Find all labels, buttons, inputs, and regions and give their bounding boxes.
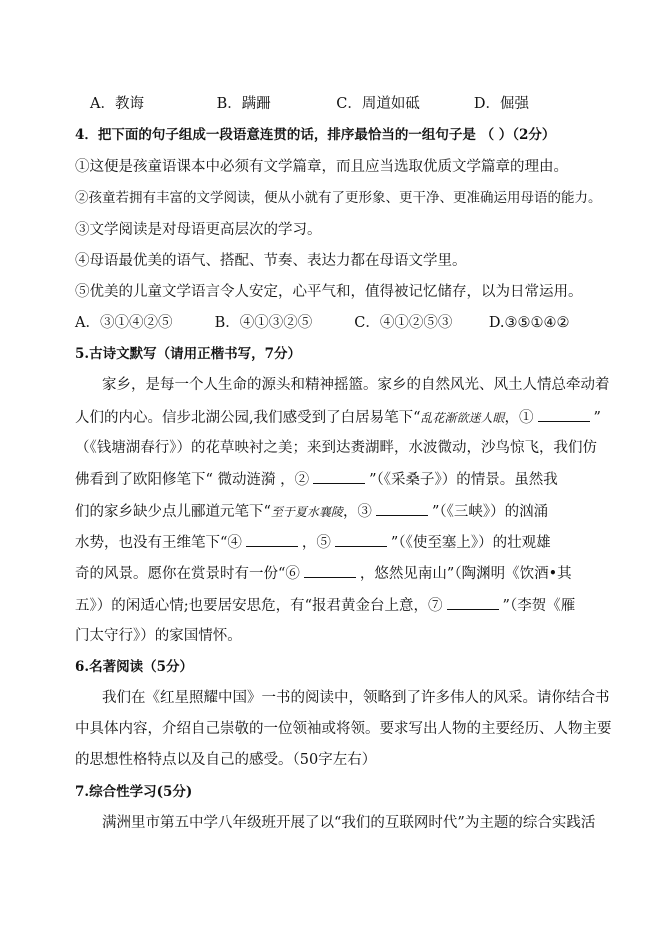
q4-option-a: A．③①④②⑤ (75, 315, 173, 331)
q4-stem: 4．把下面的句子组成一段语意连贯的话，排序最恰当的一组句子是 （ ）（2分） (75, 127, 556, 143)
q5-line-5-text: 们的家乡缺少点儿郦道元笔下“ (75, 504, 271, 520)
q5-blank-6[interactable] (304, 563, 356, 578)
q7-title: 7.综合性学习(5分) (75, 784, 193, 800)
q5-blank-4[interactable] (246, 532, 298, 547)
q5-blank-3[interactable] (376, 501, 428, 516)
q4-options (75, 313, 595, 333)
q5-blank-label-5: ，⑤ (301, 535, 331, 551)
q5-blank-1[interactable] (538, 407, 590, 422)
q5-line-8 (75, 595, 595, 616)
q5-line-8-text: 五》）的闲适心情;也要居安思危，有“报君黄金台上意，⑦ (75, 598, 443, 614)
q5-verse-1: 乱花渐欲迷人眼 (420, 411, 505, 425)
q5-verse-2: 至于夏水襄陵 (270, 505, 343, 519)
q3-options (90, 94, 595, 114)
q5-line-2 (75, 407, 601, 428)
q5-line-6-text: 水势，也没有王维笔下“④ (75, 535, 242, 551)
q5-line-2-text: 人们的内心。信步北湖公园,我们感受到了白居易笔下“ (75, 410, 421, 426)
q5-blank-5[interactable] (335, 532, 387, 547)
q6-line-2: 中具体内容，介绍自己崇敬的一位领袖或将领。要求写出人物的主要经历、人物主要 (75, 721, 612, 737)
q4-option-c: C．④①②⑤③ (354, 315, 453, 331)
q5-line-4-text: 佛看到了欧阳修笔下“ 微动涟漪 ，② (75, 472, 310, 488)
q5-line-9: 门太守行》）的家国情怀。 (75, 628, 242, 644)
q4-sentence-2: ②孩童若拥有丰富的文学阅读，便从小就有了更形象、更干净、更准确运用母语的能力。 (75, 190, 602, 206)
q5-line-6-end: ”（《使至塞上》）的壮观雄 (390, 535, 551, 551)
q5-line-7 (75, 563, 595, 584)
q6-line-3: 的思想性格特点以及自己的感受。（50字左右） (75, 752, 377, 768)
q4-option-b: B．④①③②⑤ (214, 315, 313, 331)
q5-line-4-end: ”（《采桑子》）的情景。虽然我 (369, 472, 558, 488)
q5-line-1: 家乡，是每一个人生命的源头和精神摇篮。家乡的自然风光、风土人情总牵动着 (102, 377, 610, 393)
q5-blank-2[interactable] (313, 469, 365, 484)
q5-line-7-text: 奇的风景。愿你在赏景时有一份“⑥ (75, 566, 300, 582)
q5-line-8-end: ”（李贺《雁 (502, 598, 576, 614)
q5-blank-label-3: ，③ (342, 504, 372, 520)
q6-line-1: 我们在《红星照耀中国》一书的阅读中，领略到了许多伟人的风采。请你结合书 (102, 690, 610, 706)
q4-option-d: D.③⑤①④② (488, 315, 570, 331)
q3-option-a: A．教诲 (90, 96, 144, 112)
q5-blank-label-1: ，① (504, 410, 534, 426)
q6-title: 6.名著阅读（5分） (75, 659, 193, 675)
q3-option-d: D．倔强 (473, 96, 529, 112)
q3-option-c: C．周道如砥 (336, 96, 420, 112)
q5-line-4 (75, 469, 595, 490)
q5-line-5-end: ”（《三峡》）的汹涌 (431, 504, 549, 520)
q5-line-2-end: ” (593, 410, 601, 426)
q5-blank-7[interactable] (447, 595, 499, 610)
q7-line-1: 满洲里市第五中学八年级班开展了以“我们的互联网时代”为主题的综合实践活 (102, 815, 596, 831)
q5-line-5 (75, 501, 595, 522)
q5-title: 5.古诗文默写（请用正楷书写，7分） (75, 346, 301, 362)
q4-sentence-4: ④母语最优美的语气、搭配、节奏、表达力都在母语文学里。 (75, 253, 467, 269)
q4-sentence-1: ①这便是孩童语课本中必须有文学篇章，而且应当选取优质文学篇章的理由。 (75, 159, 568, 175)
q5-line-7-end: ，悠然见南山”（陶渊明《饮酒•其 (359, 566, 572, 582)
q3-option-b: B．蹒跚 (216, 96, 271, 112)
q5-line-3: （《钱塘湖春行》）的花草映衬之美；来到达赉湖畔，水波微动，沙鸟惊飞，我们仿 (75, 440, 597, 456)
q5-line-6 (75, 532, 595, 553)
q4-sentence-3: ③文学阅读是对母语更高层次的学习。 (75, 222, 322, 238)
q4-sentence-5: ⑤优美的儿童文学语言令人安定，心平气和，值得被记忆储存，以为日常运用。 (75, 284, 583, 300)
